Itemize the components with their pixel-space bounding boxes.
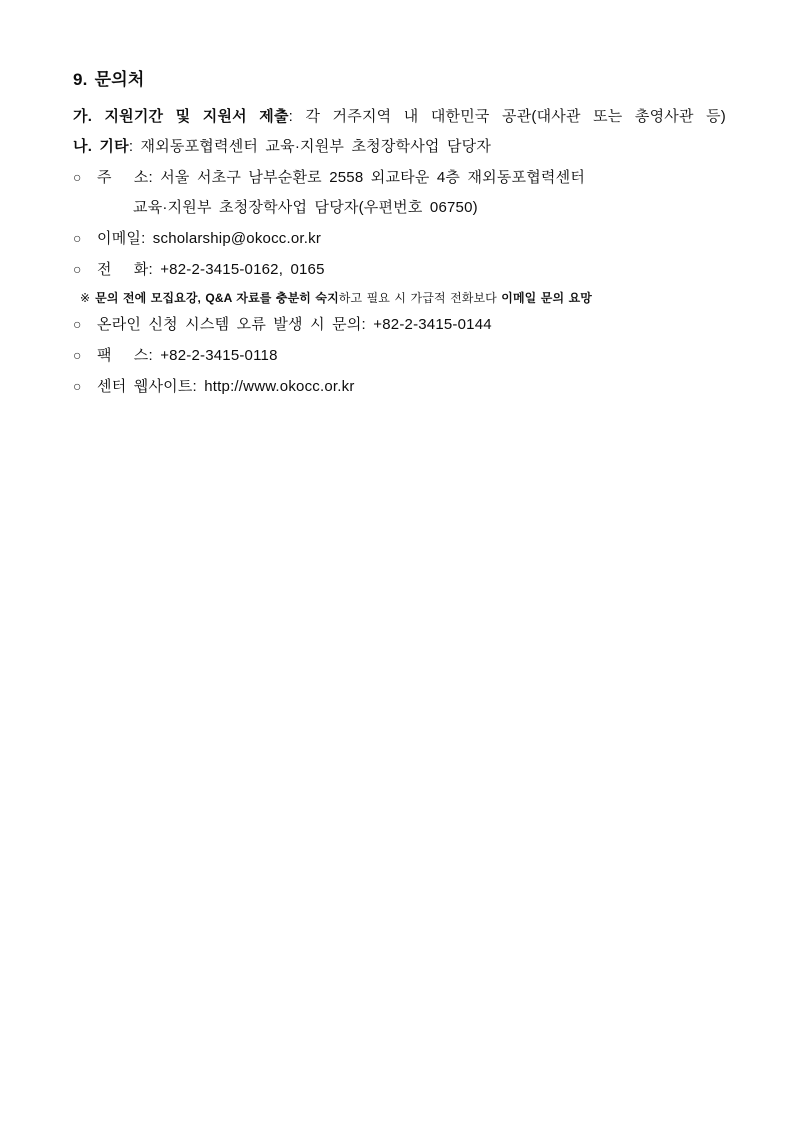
line-address <box>73 167 726 188</box>
address-text: 주 소: 서울 서초구 남부순환로 2558 외교타운 4층 재외동포협력센터 <box>97 169 586 186</box>
address-text-continued: 교육·지원부 초청장학사업 담당자(우편번호 06750) <box>133 199 478 216</box>
fax-text: 팩 스: +82-2-3415-0118 <box>97 347 278 364</box>
line-online-system-error <box>73 314 726 335</box>
circle-bullet-icon: ○ <box>73 230 82 246</box>
line-application-period-submission <box>73 107 726 127</box>
line-text: : 재외동포협력센터 교육·지원부 초청장학사업 담당자 <box>128 138 492 155</box>
line-inquiry-note <box>73 290 726 306</box>
note-bold-text: 문의 전에 모집요강, Q&A 자료를 충분히 숙지 <box>95 291 339 305</box>
section-contact-info <box>73 70 726 407</box>
circle-bullet-icon: ○ <box>73 169 82 185</box>
line-etc-contact <box>73 137 726 157</box>
note-bold-text: 이메일 문의 요망 <box>501 291 592 305</box>
line-fax <box>73 345 726 366</box>
line-text: : 각 거주지역 내 대한민국 공관(대사관 또는 총영사관 등) <box>288 108 726 125</box>
line-address-continued <box>73 198 726 218</box>
section-number: 9. <box>73 70 88 89</box>
section-title-text: 문의처 <box>94 70 145 89</box>
email-text: 이메일: scholarship@okocc.or.kr <box>97 230 322 247</box>
circle-bullet-icon: ○ <box>73 378 82 394</box>
line-phone <box>73 259 726 280</box>
line-website <box>73 376 726 397</box>
line-label: 가. 지원기간 및 지원서 제출 <box>73 108 289 125</box>
line-label: 나. 기타 <box>73 138 129 155</box>
reference-mark-icon: ※ <box>80 291 91 305</box>
line-email <box>73 228 726 249</box>
circle-bullet-icon: ○ <box>73 261 82 277</box>
phone-text: 전 화: +82-2-3415-0162, 0165 <box>97 261 325 278</box>
circle-bullet-icon: ○ <box>73 347 82 363</box>
website-text: 센터 웹사이트: http://www.okocc.or.kr <box>97 378 355 395</box>
circle-bullet-icon: ○ <box>73 316 82 332</box>
online-error-text: 온라인 신청 시스템 오류 발생 시 문의: +82-2-3415-0144 <box>97 316 492 333</box>
section-title <box>73 70 726 90</box>
note-regular-text: 하고 필요 시 가급적 전화보다 <box>338 291 502 305</box>
